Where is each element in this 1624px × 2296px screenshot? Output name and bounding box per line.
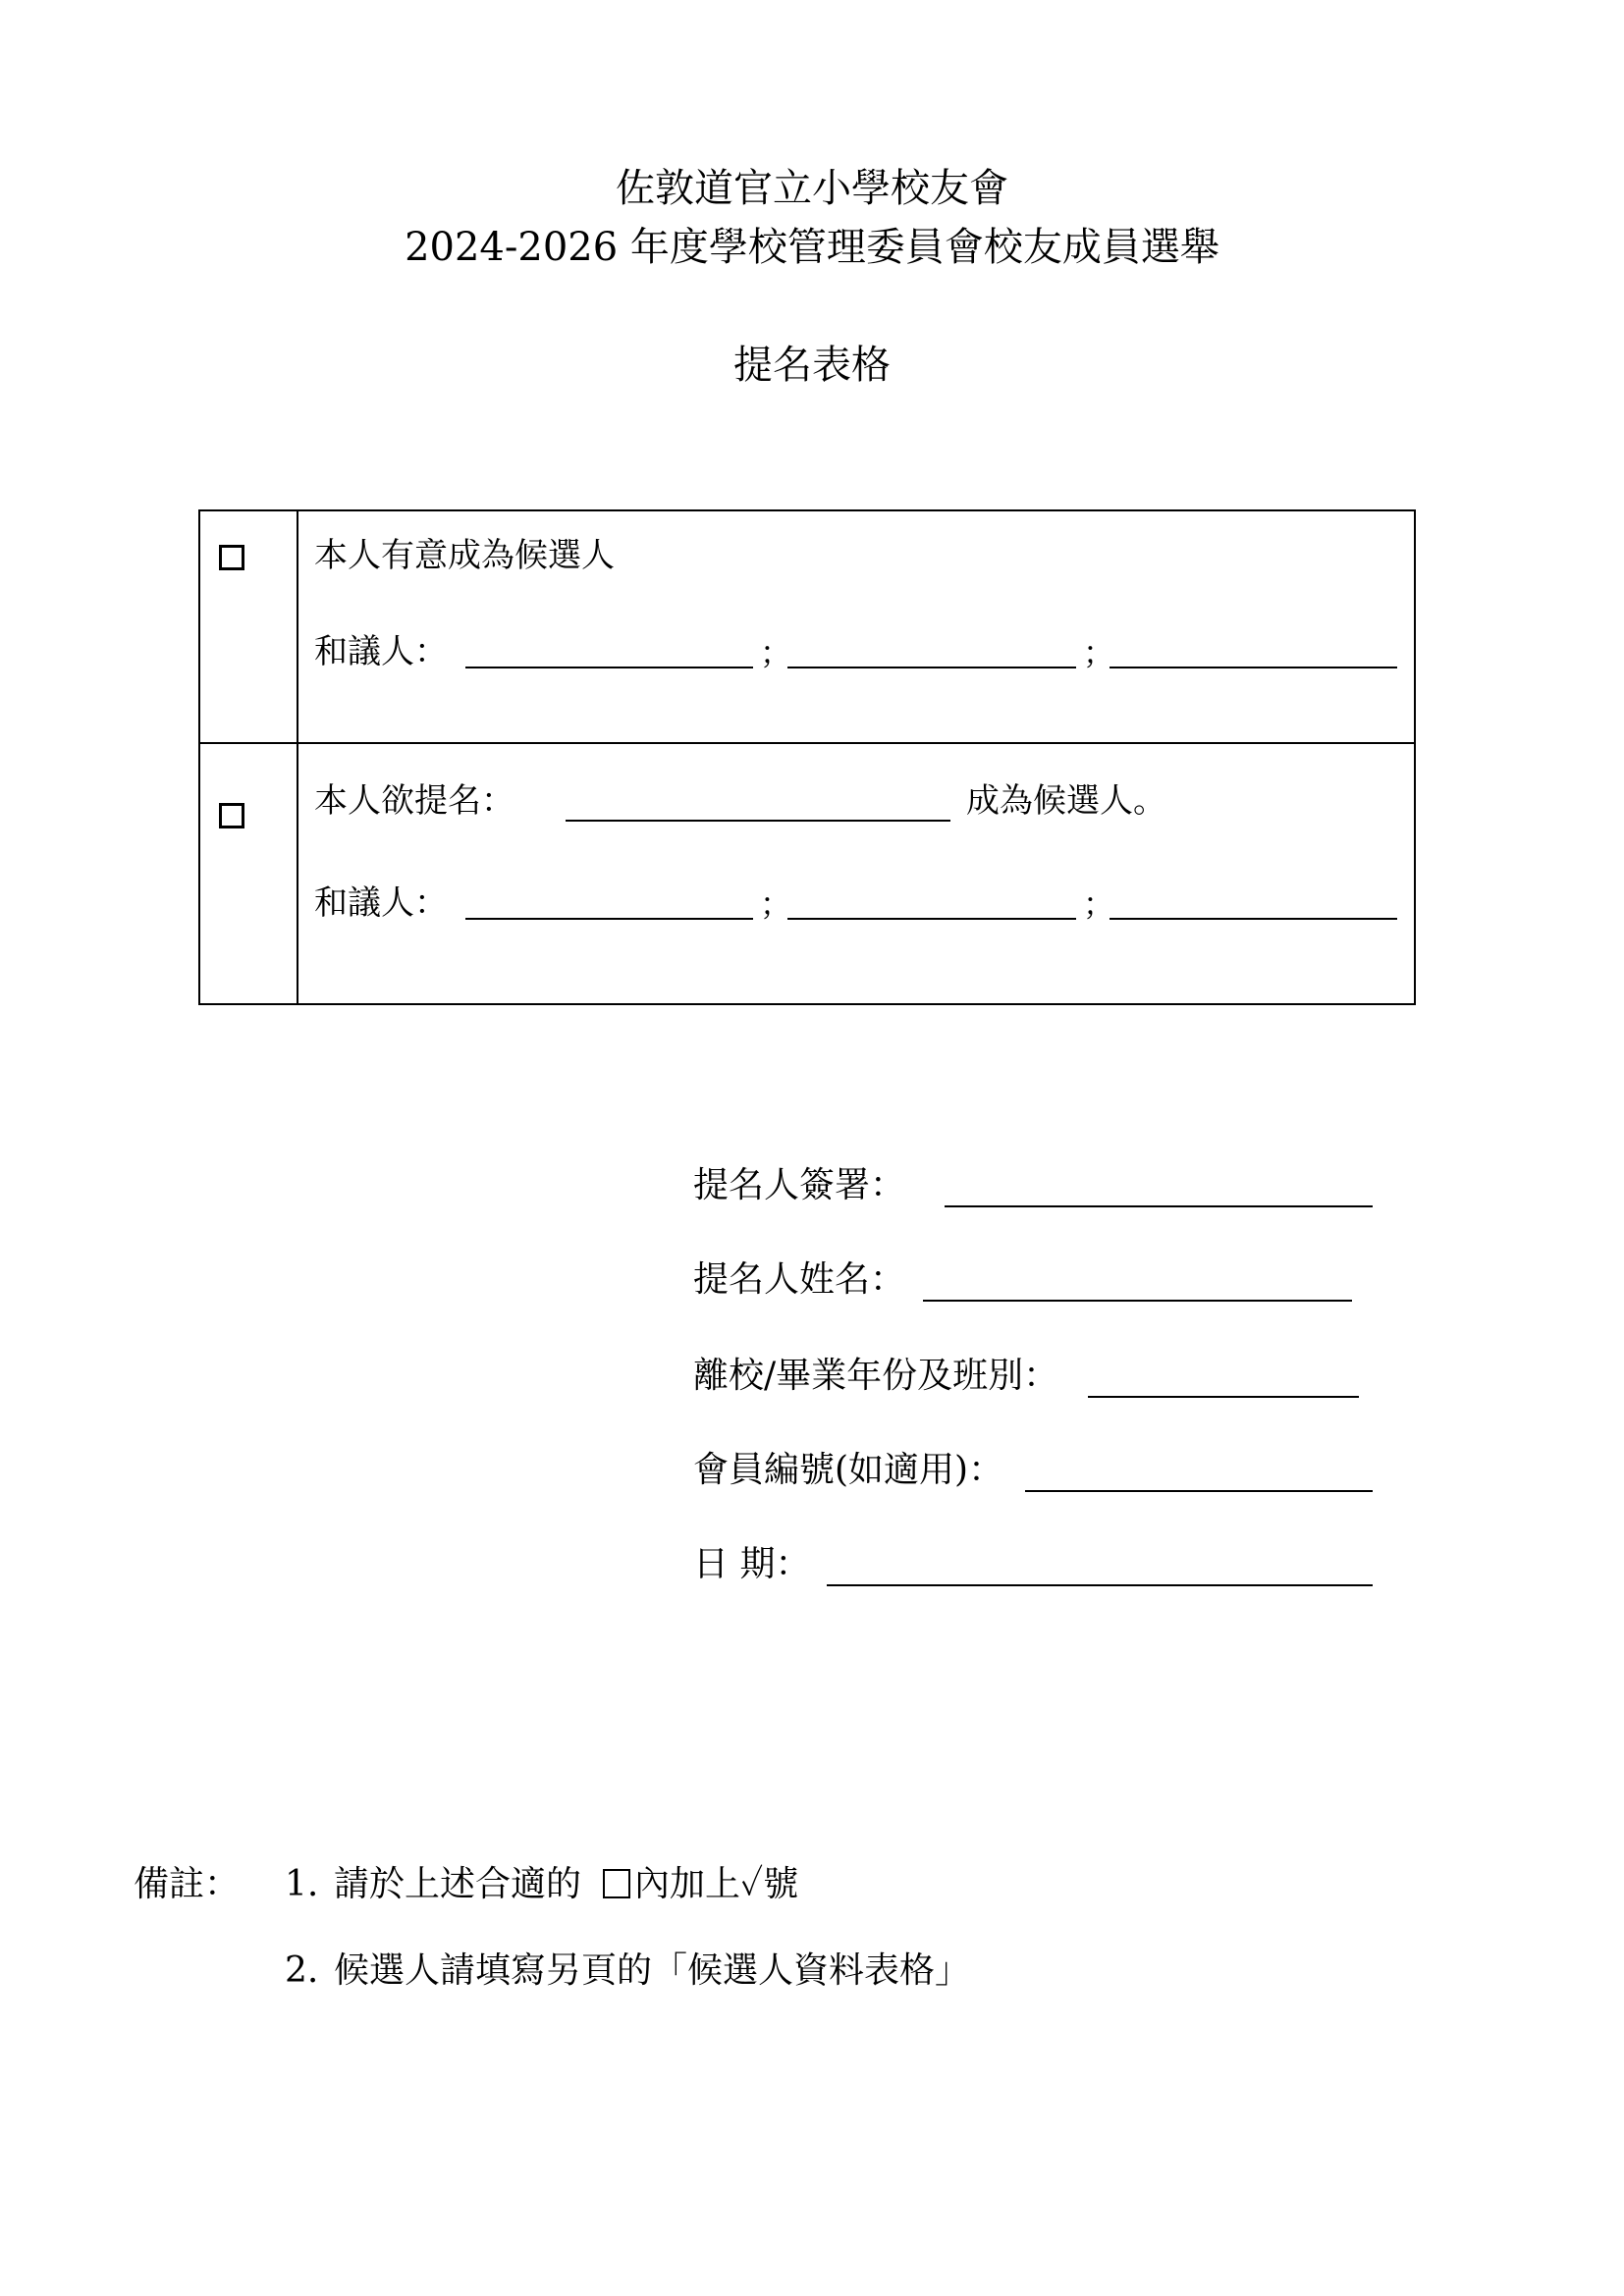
row1-seconders-label: 和議人：	[314, 632, 448, 671]
note-1-text-b: 內加上✓號	[634, 1864, 799, 1904]
self-nomination-checkbox[interactable]	[219, 545, 244, 570]
note-2-number: 2.	[285, 1950, 319, 1991]
checkbox-glyph-icon	[603, 1869, 630, 1898]
nominator-signature-label: 提名人簽署：	[693, 1165, 906, 1205]
member-number-label: 會員編號(如適用)：	[693, 1450, 1004, 1490]
notes-heading: 備註：	[134, 1864, 241, 1904]
nominate-statement-suffix: 成為候選人。	[966, 781, 1166, 821]
election-title: 2024-2026 年度學校管理委員會校友成員選舉	[405, 225, 1219, 270]
table-column-divider	[297, 511, 298, 1003]
row1-seconder-1-field[interactable]	[465, 667, 753, 668]
organization-title: 佐敦道官立小學校友會	[616, 166, 1008, 211]
row1-seconder-2-field[interactable]	[787, 667, 1076, 668]
nominator-signature-field[interactable]	[945, 1205, 1373, 1207]
nominator-name-label: 提名人姓名：	[693, 1259, 906, 1300]
date-field[interactable]	[827, 1584, 1373, 1586]
note-1-text-a: 請於上述合適的	[334, 1864, 582, 1904]
row2-seconder-2-field[interactable]	[787, 918, 1076, 920]
row1-seconder-3-field[interactable]	[1110, 667, 1397, 668]
row2-seconders-label: 和議人：	[314, 883, 448, 923]
nominee-name-field[interactable]	[566, 820, 950, 822]
form-title: 提名表格	[733, 343, 891, 388]
row2-separator-1: ；	[760, 885, 792, 923]
nominate-statement: 本人欲提名：	[314, 781, 514, 821]
note-1-number: 1.	[285, 1864, 319, 1904]
date-label: 日 期：	[693, 1544, 811, 1584]
row2-separator-2: ；	[1083, 885, 1115, 923]
row1-separator-1: ；	[760, 634, 792, 671]
self-nomination-statement: 本人有意成為候選人	[314, 536, 615, 575]
nominate-other-checkbox[interactable]	[219, 803, 244, 828]
graduation-year-class-field[interactable]	[1088, 1396, 1359, 1398]
table-row-divider	[200, 742, 1414, 744]
nominator-name-field[interactable]	[923, 1300, 1352, 1302]
graduation-year-class-label: 離校/畢業年份及班別：	[693, 1356, 1059, 1396]
row2-seconder-1-field[interactable]	[465, 918, 753, 920]
note-2-text: 候選人請填寫另頁的「候選人資料表格」	[334, 1950, 971, 1991]
nomination-table	[198, 509, 1416, 1005]
member-number-field[interactable]	[1025, 1490, 1373, 1492]
row1-separator-2: ；	[1083, 634, 1115, 671]
row2-seconder-3-field[interactable]	[1110, 918, 1397, 920]
